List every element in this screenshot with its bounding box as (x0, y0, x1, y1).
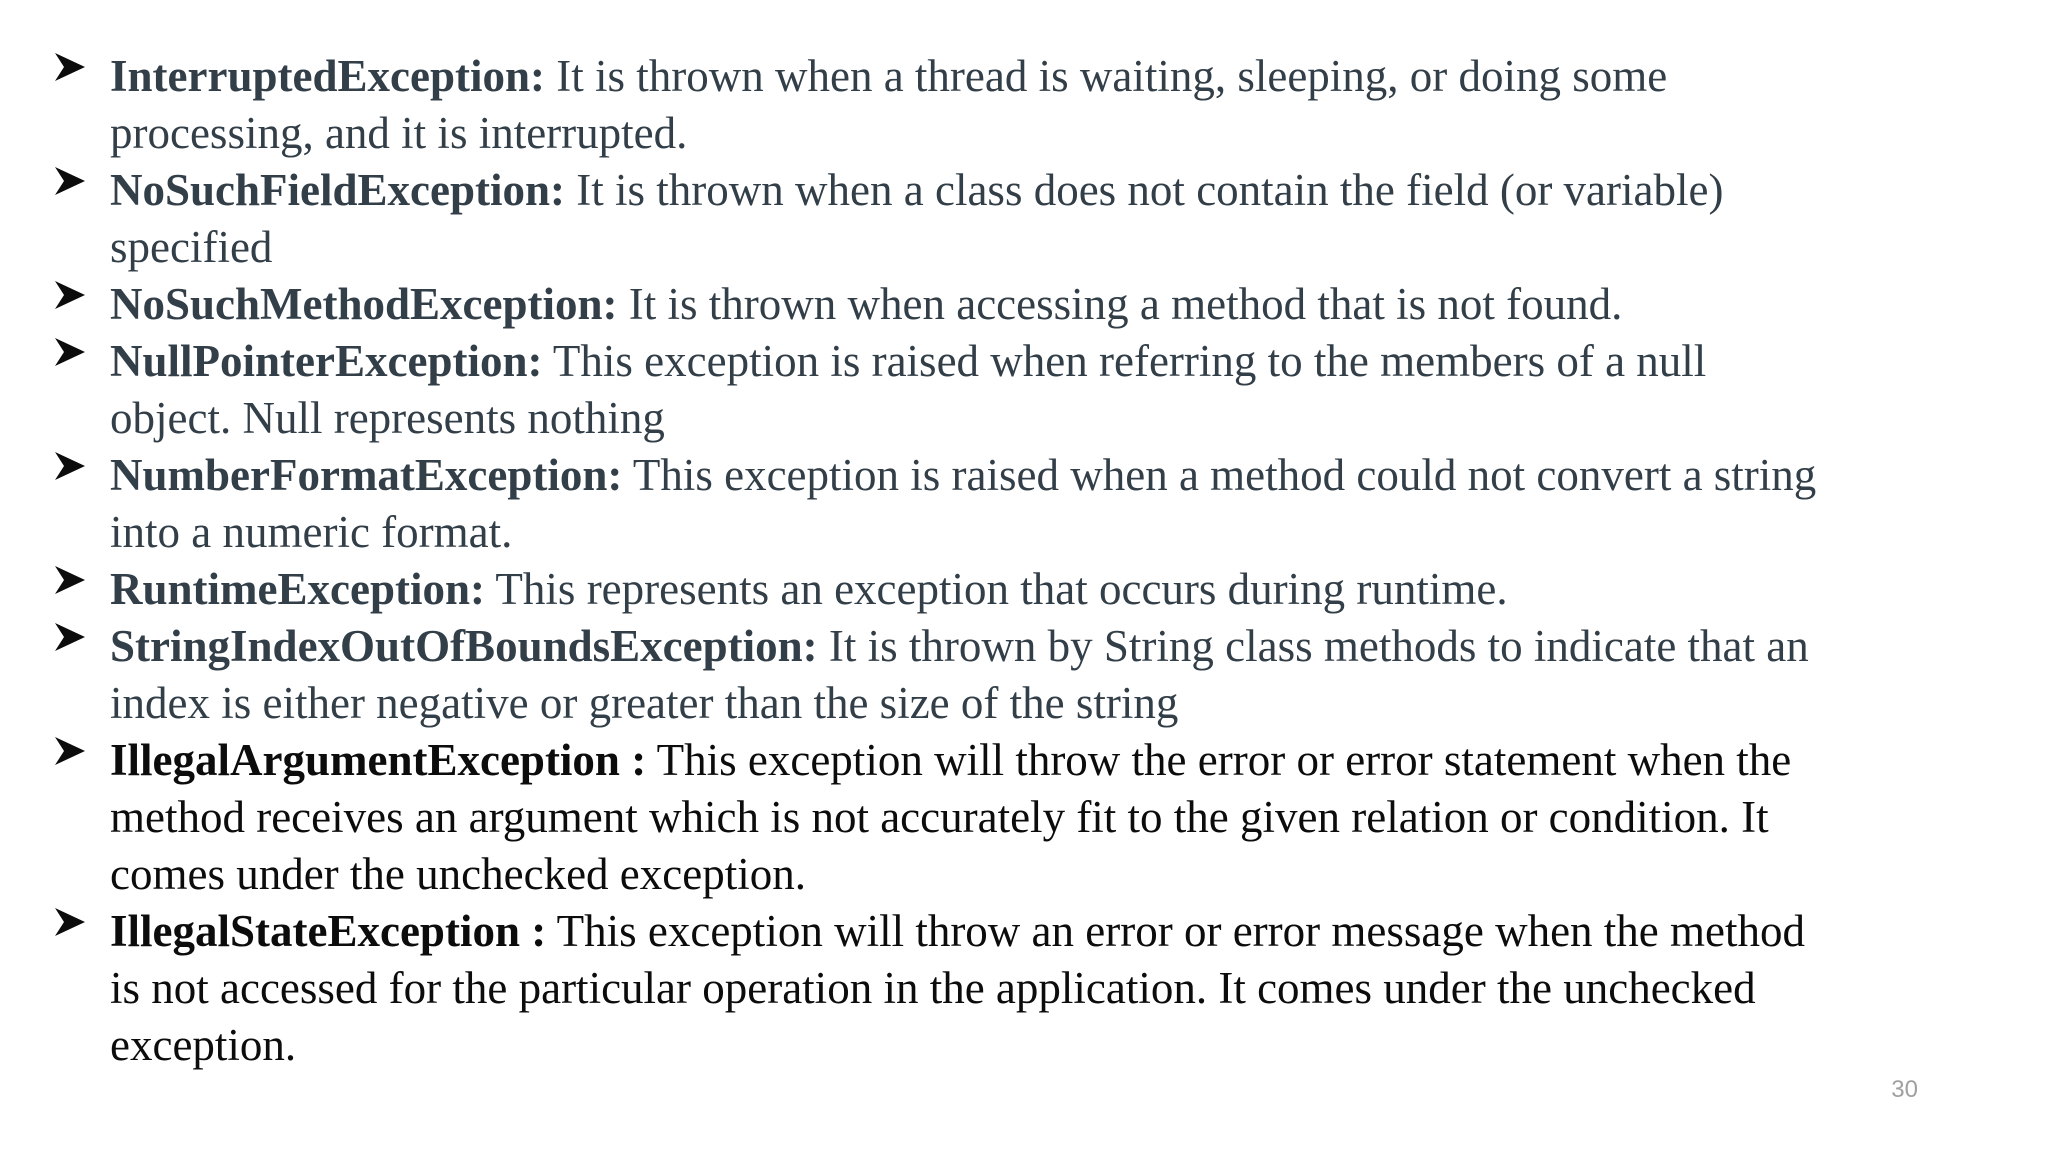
list-item (52, 732, 1832, 903)
exception-description: It is thrown when a thread is waiting, sleeping, or doing some processing, and it is interrupted. (110, 51, 1668, 158)
exception-description: This represents an exception that occurs during runtime. (485, 564, 1508, 614)
exception-description: It is thrown by String class methods to indicate that an index is either negative or greater than the size of the string (110, 621, 1809, 728)
list-item (52, 561, 1832, 618)
list-item (52, 333, 1832, 447)
arrowhead-bullet-icon (52, 734, 88, 770)
arrowhead-bullet-icon (52, 563, 88, 599)
exception-term: InterruptedException: (110, 51, 545, 101)
exception-description: This exception is raised when a method could not convert a string into a numeric format. (110, 450, 1817, 557)
arrowhead-bullet-icon (52, 335, 88, 371)
arrowhead-bullet-icon (52, 50, 88, 86)
arrowhead-bullet-icon (52, 449, 88, 485)
exception-term: NumberFormatException: (110, 450, 623, 500)
exception-description: It is thrown when accessing a method that is not found. (617, 279, 1623, 329)
exception-term: StringIndexOutOfBoundsException: (110, 621, 818, 671)
arrowhead-bullet-icon (52, 620, 88, 656)
page-number: 30 (1891, 1076, 1918, 1103)
exception-description: This exception will throw the error or error statement when the method receives an argument which is not accurately fit to the given relation or condition. It comes under the unchecked exception. (110, 735, 1792, 899)
list-item (52, 903, 1832, 1074)
arrowhead-bullet-icon (52, 278, 88, 314)
arrowhead-bullet-icon (52, 164, 88, 200)
list-item (52, 48, 1832, 162)
list-item (52, 618, 1832, 732)
exception-description: It is thrown when a class does not contain the field (or variable) specified (110, 165, 1724, 272)
exception-term: IllegalArgumentException : (110, 735, 647, 785)
exception-term: RuntimeException: (110, 564, 485, 614)
list-item (52, 447, 1832, 561)
exception-term: NoSuchMethodException: (110, 279, 618, 329)
list-item (52, 162, 1832, 276)
list-item (52, 276, 1832, 333)
exception-description: This exception is raised when referring to the members of a null object. Null represents nothing (110, 336, 1707, 443)
arrowhead-bullet-icon (52, 905, 88, 941)
exception-description: This exception will throw an error or error message when the method is not accessed for the particular operation in the application. It comes under the unchecked exception. (110, 906, 1805, 1070)
exception-term: IllegalStateException : (110, 906, 547, 956)
exception-term: NoSuchFieldException: (110, 165, 566, 215)
exception-term: NullPointerException: (110, 336, 543, 386)
exception-list (52, 48, 1832, 1074)
